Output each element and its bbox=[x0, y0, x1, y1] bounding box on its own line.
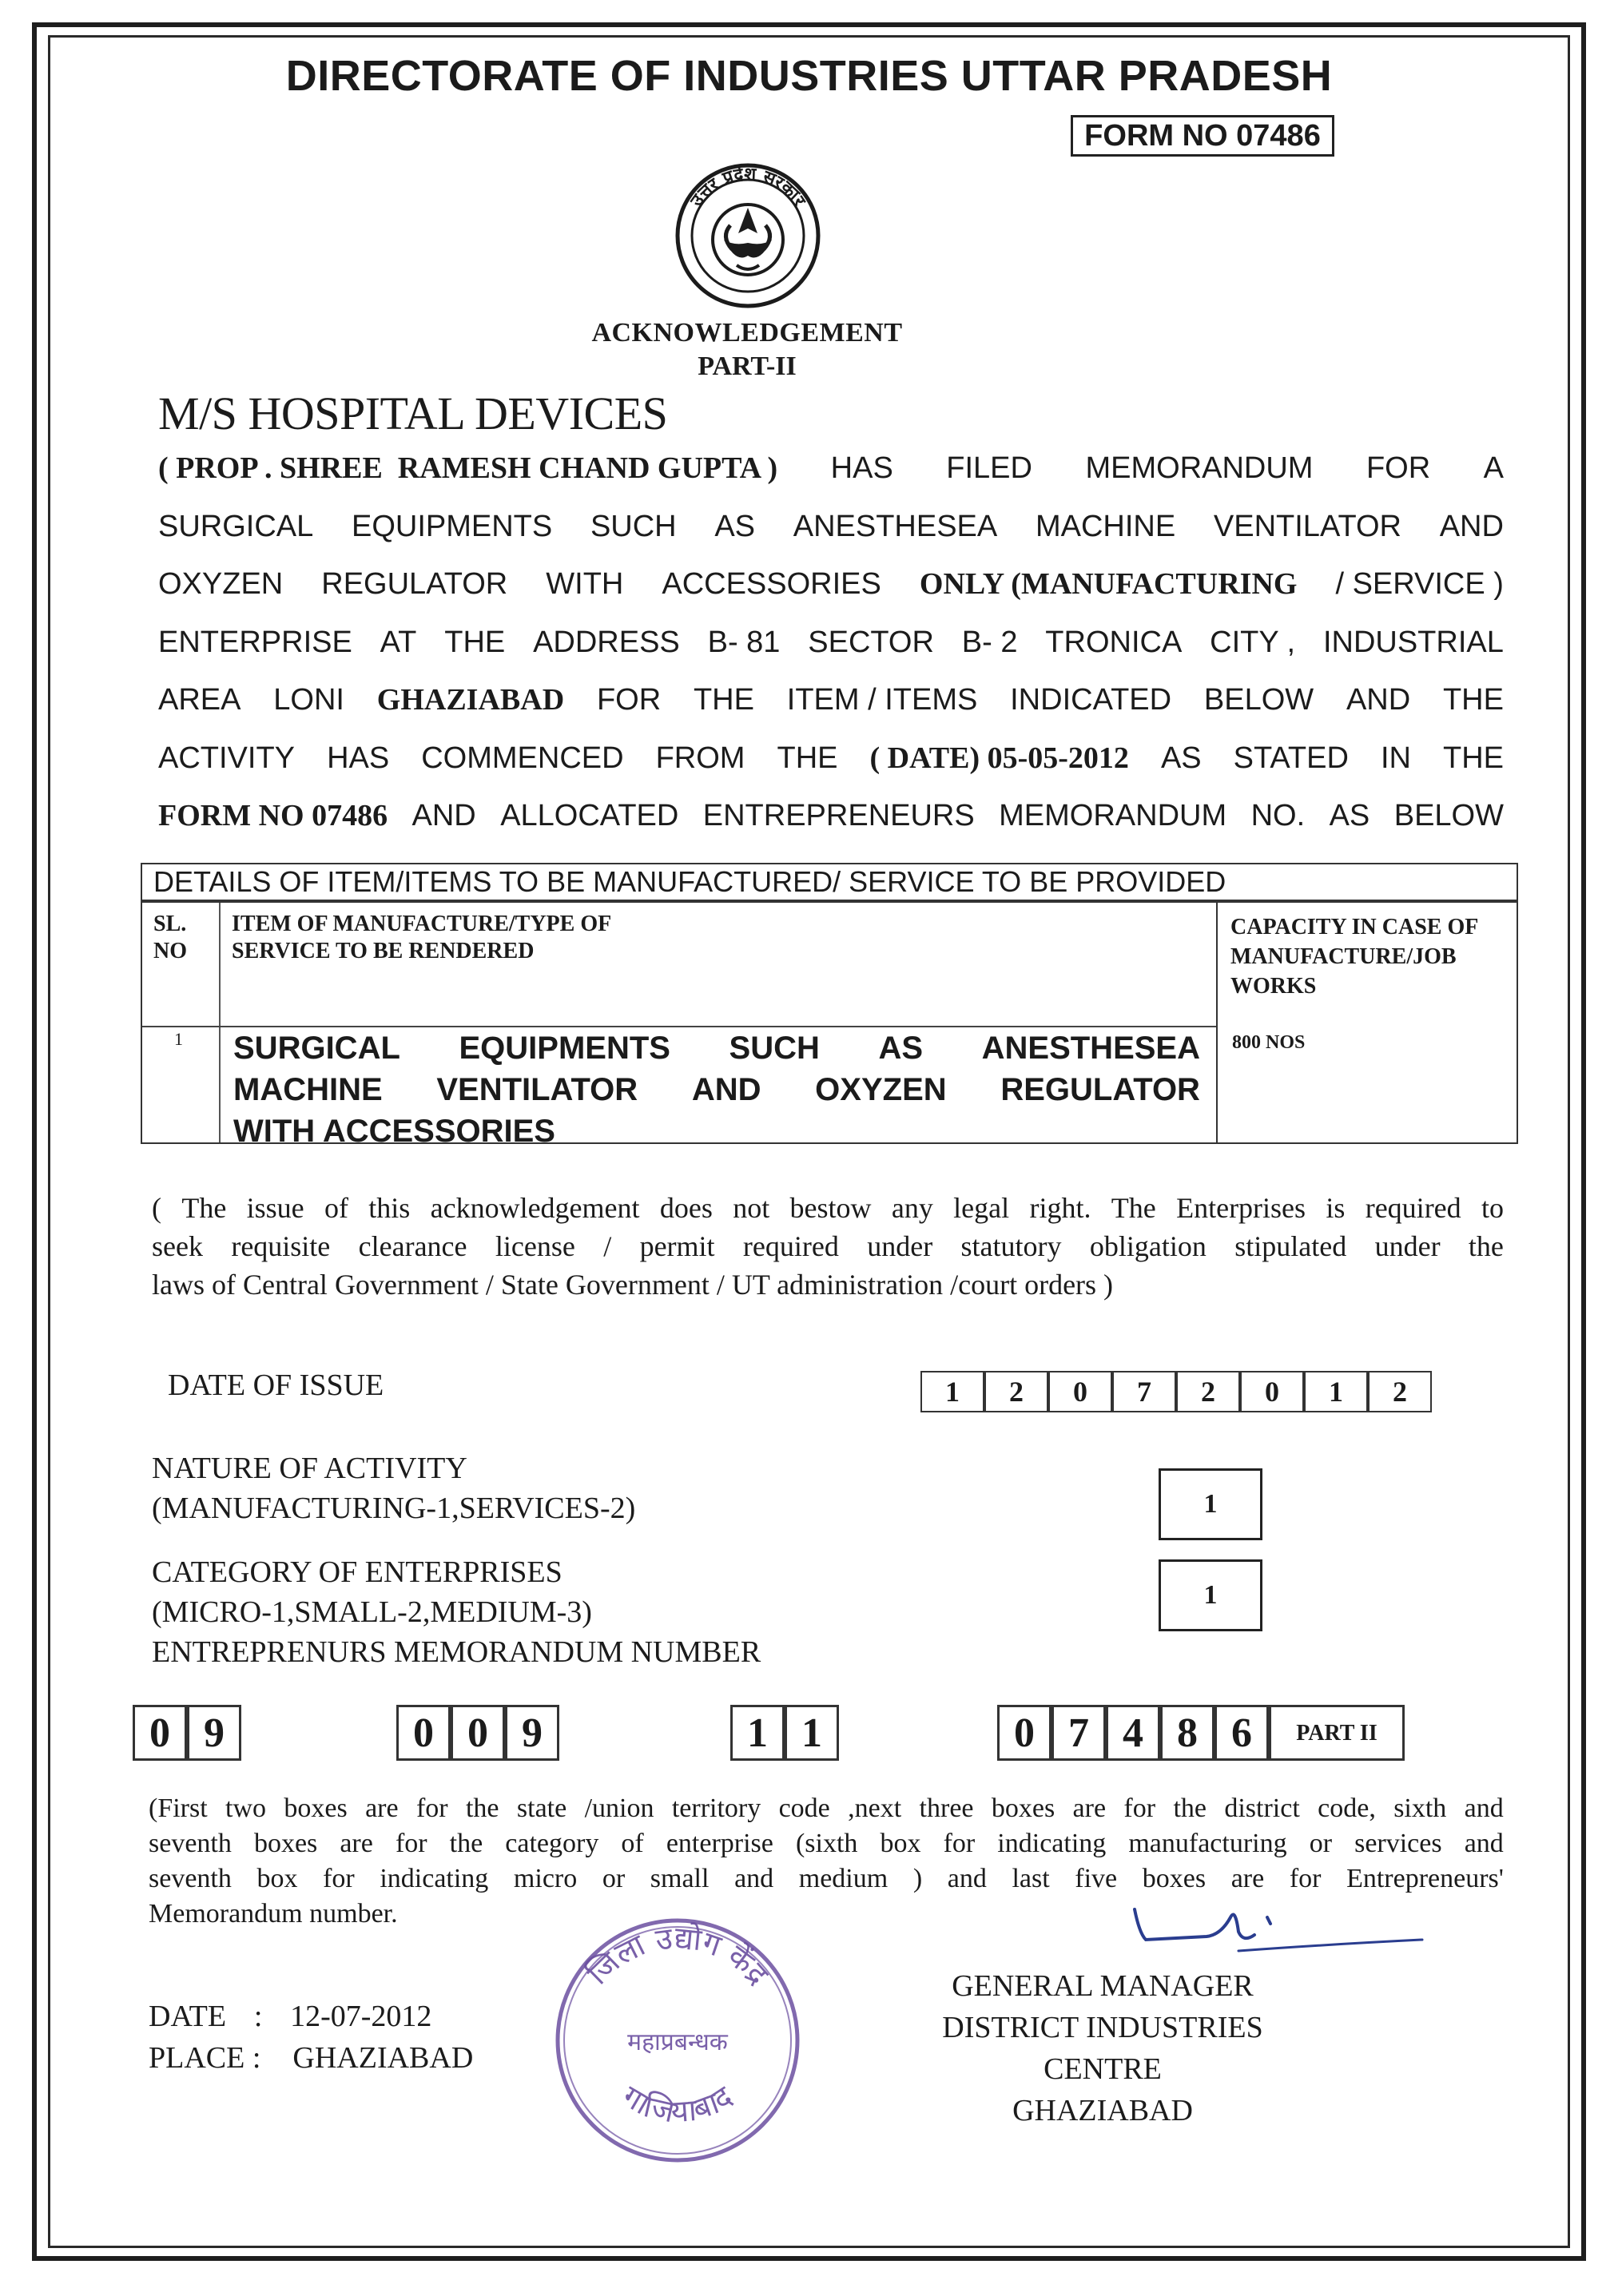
body-word: GHAZIABAD bbox=[376, 683, 565, 717]
stamp-bottom-text: गाजियाबाद bbox=[616, 2078, 739, 2130]
body-word: THE bbox=[1443, 741, 1504, 775]
date-digit-box: 2 bbox=[1176, 1371, 1240, 1412]
item-word: SURGICAL bbox=[233, 1031, 400, 1066]
date-digit-box: 0 bbox=[1240, 1371, 1304, 1412]
item-word: SUCH bbox=[729, 1031, 820, 1066]
memorandum-digit-box: 0 bbox=[396, 1705, 451, 1761]
body-word: HAS bbox=[830, 451, 893, 485]
text-line: ( The issue of this acknowledgement does not bestow any legal right. The Enterprises is required to bbox=[152, 1192, 1504, 1224]
body-line bbox=[158, 560, 1504, 618]
category-codes-label: (MICRO-1,SMALL-2,MEDIUM-3) bbox=[152, 1595, 592, 1629]
disclaimer-text bbox=[152, 1189, 1504, 1304]
form-number-box: FORM NO 07486 bbox=[1071, 115, 1334, 157]
body-word: VENTILATOR bbox=[1213, 509, 1401, 543]
category-value-box: 1 bbox=[1159, 1559, 1262, 1631]
body-word: HAS bbox=[327, 741, 390, 775]
items-table bbox=[141, 901, 1518, 1149]
svg-text:जिला उद्योग केंद्र bbox=[580, 1920, 776, 1992]
memorandum-digit-box: 0 bbox=[451, 1705, 505, 1761]
memorandum-digit-box: 0 bbox=[997, 1705, 1052, 1761]
body-line bbox=[158, 444, 1504, 502]
row-capacity: 800 NOS bbox=[1232, 1032, 1306, 1053]
item-word: MACHINE bbox=[233, 1072, 383, 1107]
memorandum-digit-box: 4 bbox=[1106, 1705, 1160, 1761]
text-line: Memorandum number. bbox=[149, 1899, 398, 1929]
body-word: THE bbox=[777, 741, 838, 775]
date-of-issue-boxes bbox=[920, 1371, 1432, 1412]
emblem-text: उत्तर प्रदेश सरकार bbox=[686, 164, 809, 211]
body-word: SUCH bbox=[590, 509, 677, 543]
body-word: COMMENCED bbox=[421, 741, 624, 775]
body-word: / SERVICE ) bbox=[1335, 567, 1504, 601]
memorandum-digit-box: 1 bbox=[785, 1705, 839, 1761]
signatory-office: DISTRICT INDUSTRIES CENTRE bbox=[942, 2011, 1263, 2086]
body-word: ITEM / ITEMS bbox=[786, 683, 978, 717]
memorandum-digit-box: 9 bbox=[187, 1705, 241, 1761]
row-item-description bbox=[233, 1027, 1200, 1152]
body-word: ONLY (MANUFACTURING bbox=[919, 567, 1298, 601]
body-word: AS bbox=[714, 509, 756, 543]
date-digit-box: 2 bbox=[984, 1371, 1048, 1412]
text-line: seventh box for indicating micro or small and medium ) and last five boxes are for Entrepreneurs' bbox=[149, 1864, 1504, 1893]
body-word: ANESTHESEA bbox=[793, 509, 998, 543]
place-label: PLACE : bbox=[149, 2041, 261, 2075]
up-government-emblem-icon bbox=[668, 160, 828, 312]
text-line: laws of Central Government / State Government / UT administration /court orders ) bbox=[152, 1269, 1114, 1301]
memorandum-digit-box: 8 bbox=[1160, 1705, 1214, 1761]
header-title: DIRECTORATE OF INDUSTRIES UTTAR PRADESH bbox=[285, 52, 1333, 100]
body-word: ADDRESS bbox=[533, 625, 680, 659]
column-header-capacity: CAPACITY IN CASE OF MANUFACTURE/JOB WORKS bbox=[1230, 915, 1478, 999]
body-word: ACTIVITY bbox=[158, 741, 296, 775]
nature-value-box: 1 bbox=[1159, 1468, 1262, 1540]
nature-codes-label: (MANUFACTURING-1,SERVICES-2) bbox=[152, 1492, 636, 1525]
date-digit-box: 0 bbox=[1048, 1371, 1112, 1412]
body-word: FROM bbox=[655, 741, 745, 775]
body-line bbox=[158, 676, 1504, 734]
body-word: INDICATED bbox=[1010, 683, 1172, 717]
body-word: MEMORANDUM bbox=[1085, 451, 1314, 485]
body-word: ( PROP . SHREE RAMESH CHAND GUPTA ) bbox=[158, 451, 778, 485]
memorandum-digit-box: 1 bbox=[730, 1705, 785, 1761]
body-word: AREA bbox=[158, 683, 241, 717]
text-line: seek requisite clearance license / permit required under statutory obligation stipulated under the bbox=[152, 1230, 1504, 1262]
body-word: ALLOCATED bbox=[500, 799, 679, 832]
body-word: ( DATE) 05-05-2012 bbox=[869, 741, 1129, 775]
date-digit-box: 7 bbox=[1112, 1371, 1176, 1412]
stamp-top-text: जिला उद्योग केंद्र bbox=[580, 1920, 776, 1992]
item-word: AS bbox=[878, 1031, 924, 1066]
signatory-title: GENERAL MANAGER bbox=[952, 1969, 1254, 2003]
signatory-block bbox=[895, 1965, 1310, 2131]
date-digit-box: 1 bbox=[920, 1371, 984, 1412]
body-word: THE bbox=[444, 625, 506, 659]
body-word: STATED bbox=[1233, 741, 1349, 775]
column-header-item: ITEM OF MANUFACTURE/TYPE OF SERVICE TO BE RENDERED bbox=[232, 912, 611, 963]
body-word: FILED bbox=[946, 451, 1032, 485]
memorandum-digit-box: 6 bbox=[1214, 1705, 1269, 1761]
memorandum-digit-box: 0 bbox=[133, 1705, 187, 1761]
body-word: OXYZEN bbox=[158, 567, 284, 601]
date-value: 12-07-2012 bbox=[290, 2000, 432, 2033]
body-line bbox=[158, 734, 1504, 792]
item-line bbox=[233, 1069, 1200, 1110]
body-word: FOR bbox=[596, 683, 662, 717]
body-word: CITY , bbox=[1210, 625, 1296, 659]
body-line bbox=[158, 792, 1504, 850]
item-word: REGULATOR bbox=[1000, 1072, 1200, 1107]
body-word: BELOW bbox=[1203, 683, 1314, 717]
body-word: FOR bbox=[1366, 451, 1431, 485]
text-line: seventh boxes are for the category of enterprise (sixth box for indicating manufacturing or services and bbox=[149, 1829, 1504, 1858]
column-header-sl-no: SL. NO bbox=[153, 912, 187, 963]
date-digit-box: 1 bbox=[1304, 1371, 1368, 1412]
item-word: AND bbox=[691, 1072, 761, 1107]
body-word: TRONICA bbox=[1045, 625, 1183, 659]
signatory-city: GHAZIABAD bbox=[1012, 2094, 1193, 2127]
item-word: EQUIPMENTS bbox=[459, 1031, 670, 1066]
acknowledgement-heading: ACKNOWLEDGEMENT bbox=[591, 318, 903, 348]
item-line bbox=[233, 1027, 1200, 1069]
body-word: SURGICAL bbox=[158, 509, 314, 543]
table-title: DETAILS OF ITEM/ITEMS TO BE MANUFACTURED/ SERVICE TO BE PROVIDED bbox=[141, 863, 1518, 901]
stamp-middle-text: महाप्रबन्धक bbox=[627, 2028, 728, 2056]
body-word: ENTERPRISE bbox=[158, 625, 352, 659]
body-paragraph bbox=[158, 444, 1504, 850]
body-line bbox=[158, 618, 1504, 677]
item-word: ANESTHESEA bbox=[981, 1031, 1200, 1066]
date-of-issue-label: DATE OF ISSUE bbox=[168, 1368, 384, 1402]
part-heading: PART-II bbox=[698, 352, 797, 381]
official-round-stamp bbox=[542, 1905, 813, 2176]
svg-text:गाजियाबाद bbox=[617, 2079, 739, 2130]
body-word: EQUIPMENTS bbox=[351, 509, 553, 543]
category-label: CATEGORY OF ENTERPRISES bbox=[152, 1555, 563, 1589]
body-word: NO. bbox=[1250, 799, 1306, 832]
body-word: THE bbox=[1442, 683, 1504, 717]
body-word: LONI bbox=[273, 683, 344, 717]
body-word: B- 2 bbox=[961, 625, 1018, 659]
item-line bbox=[233, 1110, 1200, 1152]
body-word: AND bbox=[1346, 683, 1411, 717]
body-word: AT bbox=[380, 625, 417, 659]
date-label: DATE bbox=[149, 2000, 227, 2033]
place-value: GHAZIABAD bbox=[292, 2041, 474, 2075]
body-word: WITH bbox=[546, 567, 624, 601]
memorandum-digit-box: 9 bbox=[505, 1705, 559, 1761]
item-word: OXYZEN bbox=[815, 1072, 947, 1107]
body-word: AND bbox=[1439, 509, 1504, 543]
body-word: ENTREPRENEURS bbox=[702, 799, 975, 832]
memorandum-digit-box: 7 bbox=[1052, 1705, 1106, 1761]
body-word: A bbox=[1483, 451, 1504, 485]
body-word: THE bbox=[693, 683, 754, 717]
body-word: REGULATOR bbox=[321, 567, 508, 601]
nature-label: NATURE OF ACTIVITY bbox=[152, 1452, 467, 1485]
body-word: FORM NO 07486 bbox=[158, 799, 388, 832]
body-word: AS bbox=[1329, 799, 1370, 832]
body-word: ACCESSORIES bbox=[662, 567, 881, 601]
body-word: INDUSTRIAL bbox=[1322, 625, 1504, 659]
body-word: MACHINE bbox=[1035, 509, 1176, 543]
body-word: IN bbox=[1380, 741, 1411, 775]
memorandum-label: ENTREPRENURS MEMORANDUM NUMBER bbox=[152, 1635, 761, 1669]
item-word: WITH ACCESSORIES bbox=[233, 1114, 555, 1149]
memorandum-number-boxes bbox=[133, 1705, 1547, 1766]
signature bbox=[1119, 1893, 1430, 1965]
text-line: (First two boxes are for the state /union territory code ,next three boxes are for the district code, sixth and bbox=[149, 1794, 1504, 1823]
body-word: SECTOR bbox=[808, 625, 934, 659]
date-place-block: DATE : 12-07-2012 PLACE : GHAZIABAD bbox=[149, 2000, 474, 2075]
memorandum-part-box: PART II bbox=[1269, 1705, 1405, 1761]
body-word: BELOW bbox=[1393, 799, 1504, 832]
body-word: MEMORANDUM bbox=[999, 799, 1227, 832]
body-word: AND bbox=[411, 799, 476, 832]
body-word: B- 81 bbox=[707, 625, 781, 659]
firm-name: M/S HOSPITAL DEVICES bbox=[158, 387, 668, 439]
body-word: AS bbox=[1160, 741, 1202, 775]
item-word: VENTILATOR bbox=[436, 1072, 638, 1107]
body-line bbox=[158, 502, 1504, 561]
row-sl-no: 1 bbox=[174, 1029, 183, 1049]
date-digit-box: 2 bbox=[1368, 1371, 1432, 1412]
